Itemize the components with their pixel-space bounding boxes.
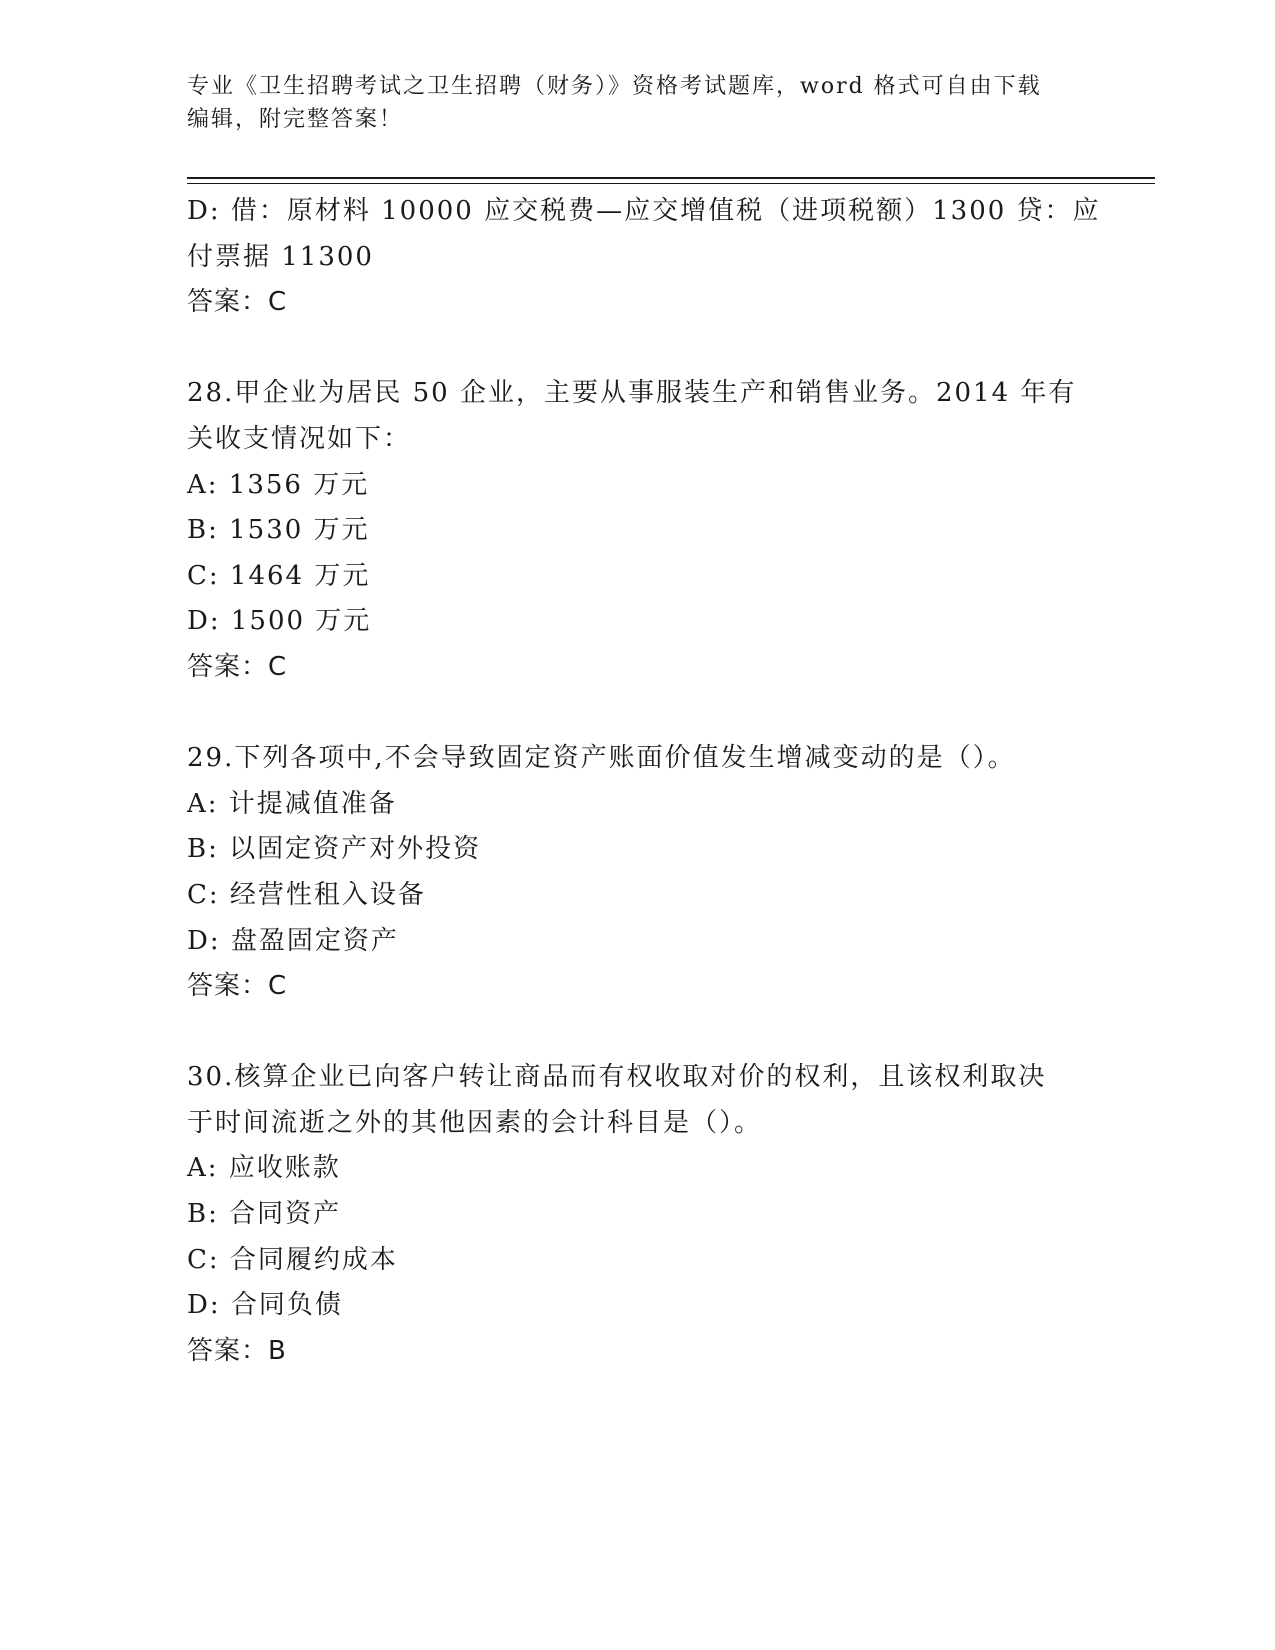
question-content [187, 189, 1101, 1374]
option-a: A: 应收账款 [187, 1153, 341, 1184]
header-line-2: 编辑，附完整答案！ [187, 107, 404, 132]
document-header [187, 70, 1067, 136]
option-d: D: 合同负债 [187, 1290, 343, 1321]
question-30 [187, 1055, 1087, 1374]
question-stem: 29.下列各项中,不会导致固定资产账面价值发生增减变动的是（）。 [187, 743, 1016, 774]
question-28 [187, 371, 1087, 690]
option-d: D: 盘盈固定资产 [187, 925, 399, 956]
spacer [187, 326, 1087, 372]
option-a: A: 1356 万元 [187, 469, 370, 500]
header-line-1: 专业《卫生招聘考试之卫生招聘（财务）》资格考试题库，word 格式可自由下载 [187, 74, 1042, 99]
option-b: B: 合同资产 [187, 1199, 342, 1230]
option-a: A: 计提减值准备 [187, 788, 397, 819]
spacer [187, 1010, 1087, 1056]
answer-line: 答案：B [187, 1335, 287, 1366]
question-stem: 于时间流逝之外的其他因素的会计科目是（）。 [187, 1107, 763, 1138]
option-d-line-2: 付票据 11300 [187, 241, 374, 272]
option-c: C: 经营性租入设备 [187, 879, 426, 910]
question-29 [187, 736, 1087, 1010]
option-c: C: 1464 万元 [187, 560, 371, 591]
option-b: B: 以固定资产对外投资 [187, 834, 482, 865]
answer-line: 答案：C [187, 651, 288, 682]
answer-line: 答案：C [187, 287, 288, 318]
prev-question [187, 189, 1101, 326]
header-divider-thick [187, 177, 1155, 179]
header-divider-thin [187, 183, 1155, 184]
answer-line: 答案：C [187, 971, 288, 1002]
option-d: D: 1500 万元 [187, 606, 372, 637]
option-c: C: 合同履约成本 [187, 1244, 398, 1275]
spacer [187, 691, 1087, 737]
option-d-line-1: D: 借：原材料 10000 应交税费—应交增值税（进项税额）1300 贷：应 [187, 196, 1101, 226]
question-stem: 30.核算企业已向客户转让商品而有权收取对价的权利，且该权利取决 [187, 1062, 1047, 1093]
question-stem: 28.甲企业为居民 50 企业，主要从事服装生产和销售业务。2014 年有 [187, 378, 1077, 409]
option-b: B: 1530 万元 [187, 515, 370, 546]
question-stem: 关收支情况如下： [187, 423, 412, 454]
